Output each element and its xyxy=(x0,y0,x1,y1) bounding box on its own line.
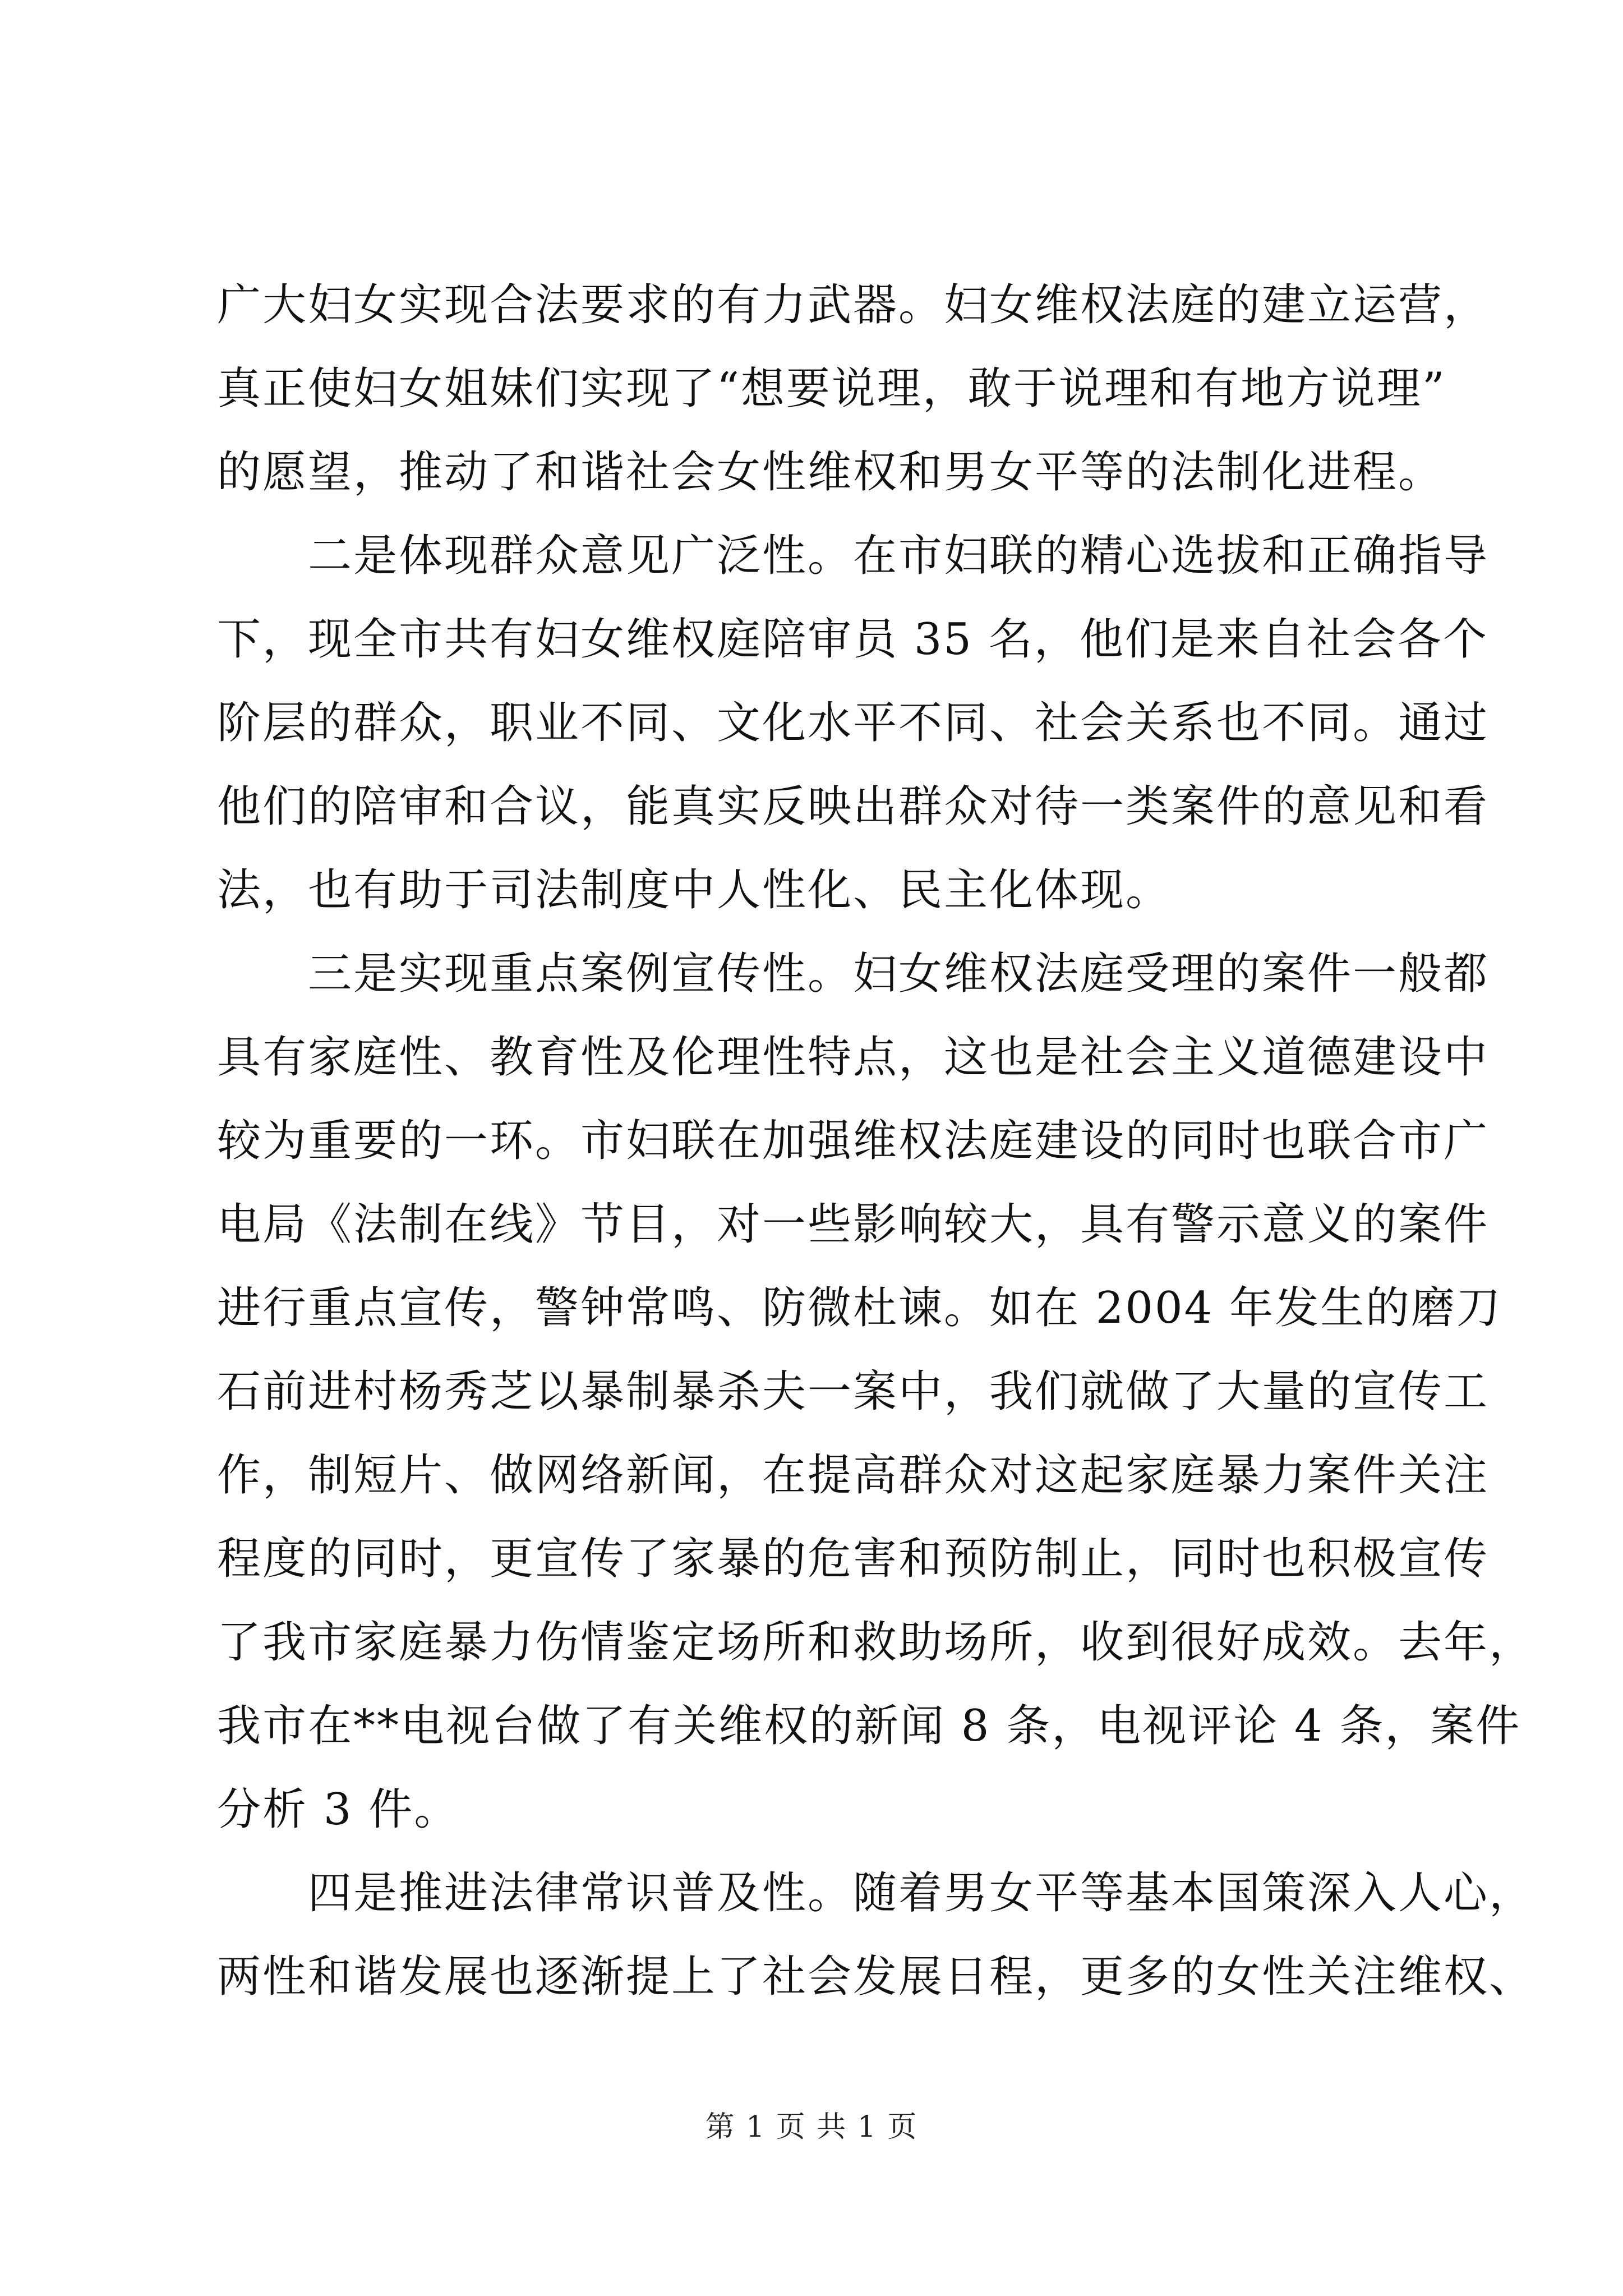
text-line: 石前进村杨秀芝以暴制暴杀夫一案中，我们就做了大量的宣传工 xyxy=(217,1366,1490,1417)
text-line: 阶层的群众，职业不同、文化水平不同、社会关系也不同。通过 xyxy=(217,698,1490,748)
text-line: 作，制短片、做网络新闻，在提高群众对这起家庭暴力案件关注 xyxy=(217,1450,1490,1501)
page-footer xyxy=(0,2109,1623,2145)
text-line: 法，也有助于司法制度中人性化、民主化体现。 xyxy=(217,865,1172,915)
text-line: 真正使妇女姐妹们实现了“想要说理，敢于说理和有地方说理” xyxy=(217,364,1446,414)
paragraph-start-line: 四是推进法律常识普及性。随着男女平等基本国策深入人心， xyxy=(217,1868,1535,1918)
text-line: 下，现全市共有妇女维权庭陪审员 35 名，他们是来自社会各个 xyxy=(217,614,1488,665)
text-line: 较为重要的一环。市妇联在加强维权法庭建设的同时也联合市广 xyxy=(217,1116,1490,1166)
text-line: 的愿望，推动了和谐社会女性维权和男女平等的法制化进程。 xyxy=(217,447,1444,498)
text-line: 进行重点宣传，警钟常鸣、防微杜谏。如在 2004 年发生的磨刀 xyxy=(217,1283,1502,1333)
text-line: 具有家庭性、教育性及伦理性特点，这也是社会主义道德建设中 xyxy=(217,1032,1490,1083)
page-number-label: 第 1 页 共 1 页 xyxy=(705,2110,918,2144)
document-body xyxy=(217,264,1535,2019)
text-line: 两性和谐发展也逐渐提上了社会发展日程，更多的女性关注维权、 xyxy=(217,1952,1535,2002)
paragraph-start-line: 二是体现群众意见广泛性。在市妇联的精心选拔和正确指导 xyxy=(217,531,1490,581)
text-line: 了我市家庭暴力伤情鉴定场所和救助场所，收到很好成效。去年， xyxy=(217,1617,1535,1668)
text-line: 分析 3 件。 xyxy=(217,1784,460,1835)
paragraph-start-line: 三是实现重点案例宣传性。妇女维权法庭受理的案件一般都 xyxy=(217,949,1490,999)
text-line: 他们的陪审和合议，能真实反映出群众对待一类案件的意见和看 xyxy=(217,781,1490,832)
text-line: 我市在**电视台做了有关维权的新闻 8 条，电视评论 4 条，案件 xyxy=(217,1701,1521,1751)
text-line: 电局《法制在线》节目，对一些影响较大，具有警示意义的案件 xyxy=(217,1199,1490,1250)
text-line: 广大妇女实现合法要求的有力武器。妇女维权法庭的建立运营， xyxy=(217,280,1490,330)
text-line: 程度的同时，更宣传了家暴的危害和预防制止，同时也积极宣传 xyxy=(217,1534,1490,1584)
